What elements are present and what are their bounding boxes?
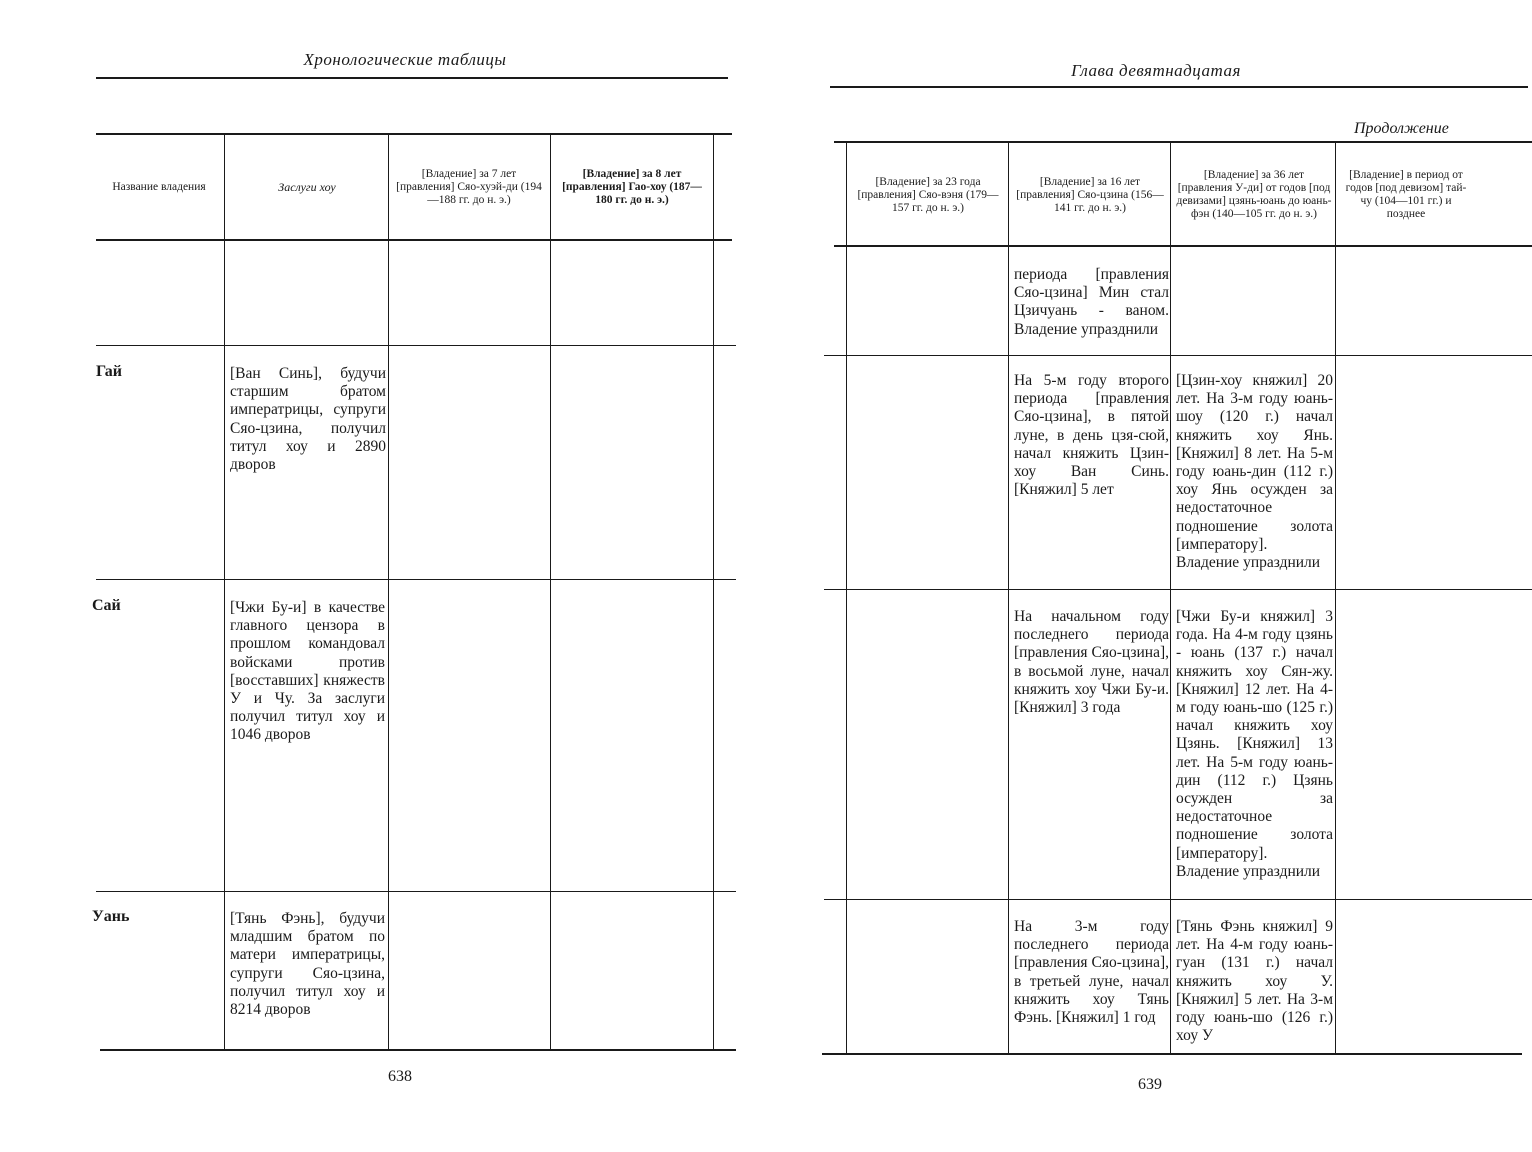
row-rule [96, 579, 736, 580]
row-merits: [Ван Синь], будучи старшим братом императрицы, супруги Сяо-цзина, получил титул хоу и 2890 дворов [230, 365, 386, 474]
column-divider [224, 134, 225, 1050]
column-divider [846, 142, 847, 1054]
row-cell-wu-di: [Тянь Фэнь княжил] 9 лет. На 4-м году юань-гуан (131 г.) начал княжить хоу У. [Княжил] 5 лет. На 3-м году юань-шо (126 г.) хоу У [1176, 918, 1333, 1045]
header-bottom-rule [96, 239, 732, 241]
header-cell-gao-hou: [Владение] за 8 лет [правления] Гао-хоу (187—180 гг. до н. э.) [562, 167, 702, 206]
row-rule [824, 899, 1532, 900]
row-rule [824, 589, 1532, 590]
running-title: Глава девятнадцатая [1071, 61, 1241, 80]
header-cell-merits [232, 140, 382, 234]
running-title: Хронологические таблицы [303, 50, 507, 69]
row-rule [96, 345, 736, 346]
row-rule [824, 355, 1532, 356]
page-number: 638 [388, 1068, 412, 1085]
table-top-rule [96, 133, 732, 135]
page-number: 639 [1138, 1076, 1162, 1093]
column-divider [1008, 142, 1009, 1054]
column-divider [1170, 142, 1171, 1054]
header-cell-xiao-hui-di: [Владение] за 7 лет [правления] Сяо-хуэй-ди (194—188 гг. до н. э.) [396, 167, 542, 206]
row-cell-xiao-jing: На начальном году последнего периода [правления Сяо-цзина], в восьмой луне, начал княжить хоу Чжи Бу-и. [Княжил] 3 года [1014, 608, 1169, 717]
header-cell-wu-di: [Владение] за 36 лет [правления У-ди] от годов [под девизами] цзянь-юань до юань-фэн (140—105 гг. до н. э.) [1176, 169, 1332, 220]
row-cell-xiao-jing: На 5-м году второго периода [правления Сяо-цзина], в пятой луне, в день цзя-сюй, начал княжить Цзин-хоу Ван Синь. [Княжил] 5 лет [1014, 372, 1169, 499]
header-cell-tai-chu: [Владение] в период от годов [под девизом] тай-чу (104—101 гг.) и позднее [1345, 169, 1467, 220]
column-divider [550, 134, 551, 1050]
row-rule [96, 891, 736, 892]
row-merits: [Чжи Бу-и] в качестве главного цензора в прошлом командовал войсками против [восставших] княжеств У и Чу. За заслуги получил титул хоу и 1046 дворов [230, 599, 385, 744]
row-cell-wu-di: [Цзин-хоу княжил] 20 лет. На 3-м году юань-шоу (120 г.) начал княжить хоу Янь. [Княжил] 8 лет. На 5-м году юань-дин (112 г.) хоу Янь осужден за недостаточное подношение золота [императору]. Владение упразднили [1176, 372, 1333, 572]
table-bottom-rule [100, 1049, 736, 1051]
table-bottom-rule [822, 1053, 1522, 1055]
header-cell-xiao-wen: [Владение] за 23 года [правления] Сяо-вэня (179—157 гг. до н. э.) [857, 175, 999, 214]
header-cell-xiao-jing: [Владение] за 16 лет [правления] Сяо-цзина (156—141 гг. до н. э.) [1016, 175, 1164, 214]
header-bottom-rule [834, 245, 1532, 247]
row-name: Сай [92, 597, 121, 614]
right-page [766, 0, 1532, 1152]
table-top-rule [834, 141, 1532, 143]
header-cell-name: Название владения [112, 180, 206, 193]
continuation-label: Продолжение [1354, 120, 1449, 137]
column-divider [713, 134, 714, 1050]
title-rule [830, 86, 1528, 88]
column-divider [388, 134, 389, 1050]
row-cell-wu-di: [Чжи Бу-и княжил] 3 года. На 4-м году цзянь - юань (137 г.) начал княжить хоу Сян-жу. [Княжил] 12 лет. На 4-м году юань-шо (125 г.) начал княжить хоу Цзянь. [Княжил] 13 лет. На 5-м году юань-дин (112 г.) Цзянь осужден за недостаточное подношение золота [императору]. Владение упразднили [1176, 608, 1333, 880]
row-name: Уань [92, 908, 130, 925]
title-rule [96, 77, 728, 79]
row-cell-xiao-jing: На 3-м году последнего периода [правления Сяо-цзина], в третьей луне, начал княжить хоу Тянь Фэнь. [Княжил] 1 год [1014, 918, 1169, 1027]
row-name: Гай [96, 363, 122, 380]
row-cell-xiao-jing: периода [правления Сяо-цзина] Мин стал Цзичуань - ваном. Владение упразднили [1014, 266, 1169, 338]
header-merits-text: Заслуги хоу [278, 179, 336, 194]
row-merits: [Тянь Фэнь], будучи младшим братом по матери императрицы, супруги Сяо-цзина, получил титул хоу и 8214 дворов [230, 910, 385, 1019]
column-divider [1335, 142, 1336, 1054]
